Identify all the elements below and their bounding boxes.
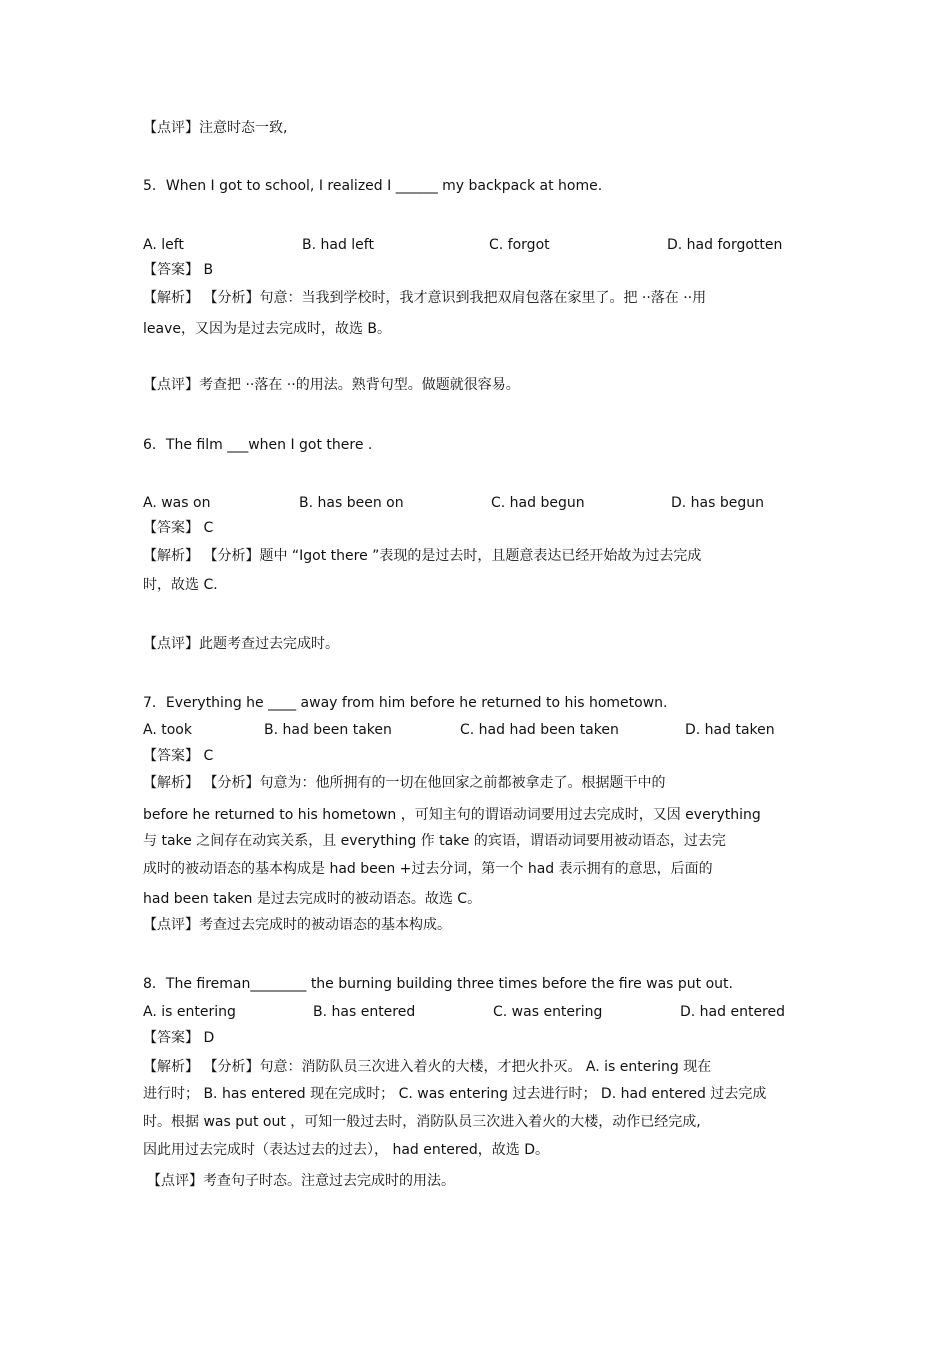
- q5-option-a: A. left: [143, 237, 184, 253]
- q6-option-d: D. has begun: [671, 495, 765, 511]
- q7-comment: 【点评】考查过去完成时的被动语态的基本构成。: [143, 917, 451, 933]
- q7-analysis-line: 【解析】 【分析】句意为：他所拥有的一切在他回家之前都被拿走了。根据题干中的: [143, 775, 666, 791]
- q7-analysis-line: 成时的被动语态的基本构成是 had been +过去分词，第一个 had 表示拥有的意思，后面的: [143, 861, 713, 877]
- q7-stem: 7．Everything he ____ away from him before he returned to his hometown.: [143, 695, 668, 711]
- q8-analysis-line: 时。根据 was put out ，可知一般过去时，消防队员三次进入着火的大楼，动作已经完成,: [143, 1114, 701, 1130]
- q8-option-c: C. was entering: [493, 1004, 603, 1020]
- q6-analysis-line: 【解析】 【分析】题中 “Igot there ”表现的是过去时，且题意表达已经开始故为过去完成: [143, 548, 702, 564]
- q5-option-b: B. had left: [302, 237, 374, 253]
- q5-answer: 【答案】 B: [143, 262, 214, 278]
- q7-analysis-line: had been taken 是过去完成时的被动语态。故选 C。: [143, 891, 482, 907]
- q7-answer: 【答案】 C: [143, 748, 214, 764]
- q8-option-a: A. is entering: [143, 1004, 236, 1020]
- q8-analysis-line: 因此用过去完成时（表达过去的过去）， had entered，故选 D。: [143, 1142, 550, 1158]
- q8-option-b: B. has entered: [313, 1004, 416, 1020]
- q8-answer: 【答案】 D: [143, 1030, 215, 1046]
- q5-option-c: C. forgot: [489, 237, 550, 253]
- q6-stem: 6．The film ___when I got there .: [143, 437, 373, 453]
- prev-comment: 【点评】注意时态一致,: [143, 120, 288, 136]
- q8-stem: 8．The fireman________ the burning building three times before the fire was put out.: [143, 976, 733, 992]
- q8-analysis-line: 进行时； B. has entered 现在完成时； C. was entering 过去进行时； D. had entered 过去完成: [143, 1086, 767, 1102]
- q8-comment: 【点评】考查句子时态。注意过去完成时的用法。: [147, 1173, 455, 1189]
- q6-option-b: B. has been on: [299, 495, 404, 511]
- q5-comment: 【点评】考查把 ··落在 ··的用法。熟背句型。做题就很容易。: [143, 377, 520, 393]
- q6-option-a: A. was on: [143, 495, 211, 511]
- q8-option-d: D. had entered: [680, 1004, 786, 1020]
- q5-analysis-line: leave，又因为是过去完成时，故选 B。: [143, 321, 392, 337]
- q6-comment: 【点评】此题考查过去完成时。: [143, 636, 339, 652]
- q7-option-b: B. had been taken: [264, 722, 392, 738]
- q5-option-d: D. had forgotten: [667, 237, 783, 253]
- q7-option-a: A. took: [143, 722, 192, 738]
- q5-stem: 5．When I got to school, I realized I ______ my backpack at home.: [143, 178, 603, 194]
- q7-analysis-line: 与 take 之间存在动宾关系，且 everything 作 take 的宾语，谓语动词要用被动语态，过去完: [143, 833, 726, 849]
- q6-option-c: C. had begun: [491, 495, 585, 511]
- q6-answer: 【答案】 C: [143, 520, 214, 536]
- q6-analysis-line: 时，故选 C.: [143, 577, 218, 593]
- q7-option-d: D. had taken: [685, 722, 775, 738]
- q7-option-c: C. had had been taken: [460, 722, 619, 738]
- q7-analysis-line: before he returned to his hometown ，可知主句的谓语动词要用过去完成时，又因 everything: [143, 807, 761, 823]
- q5-analysis-line: 【解析】 【分析】句意：当我到学校时，我才意识到我把双肩包落在家里了。把 ··落在 ··用: [143, 290, 707, 306]
- q8-analysis-line: 【解析】 【分析】句意：消防队员三次进入着火的大楼，才把火扑灭。 A. is entering 现在: [143, 1059, 712, 1075]
